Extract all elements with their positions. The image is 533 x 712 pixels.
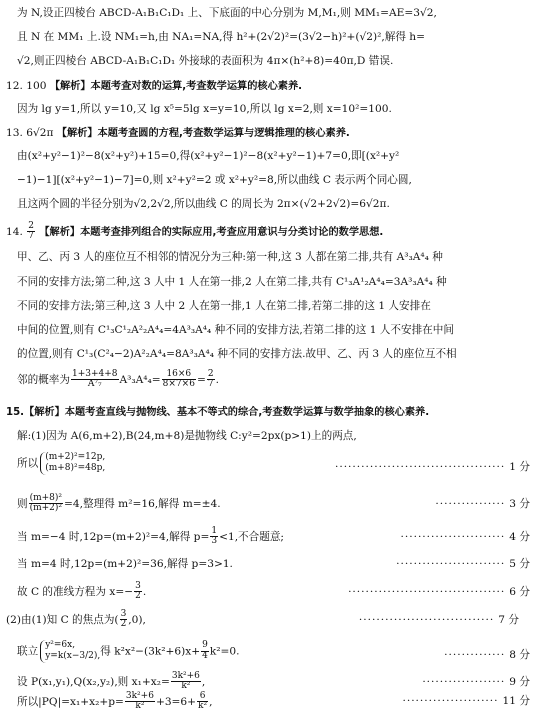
sum-line: 设 P(x₁,y₁),Q(x₂,y₂),则 x₁+x₂= $\frac{\text{3k²+6}}{\text{k²}}$ , ··················· 9 分: [17, 671, 530, 692]
text-line: 不同的安排方法;第二种,这 3 人中 1 人在第一排,2 人在第二排,共有 C¹₃A¹₂A⁴₄=3A³₃A⁴₄ 种: [17, 276, 447, 288]
score-label: 4 分: [509, 531, 530, 543]
answer-14-number: 14.: [6, 225, 23, 238]
answer-13-number: 13. 6√2π: [6, 127, 54, 139]
text-line: 中间的位置,则有 C¹₃C¹₂A²₂A⁴₄=4A³₃A⁴₄ 种不同的安排方法,若第二排的这 1 人不安排在中间: [17, 324, 454, 336]
length-line: 所以|PQ|=x₁+x₂+p= $\frac{\text{3k²+6}}{\text{k²}}$ +3=6+ $\frac{6}{\text{k²}}$ , ······················ 11 分: [17, 691, 530, 712]
score-label: 9 分: [509, 676, 530, 688]
answer-13-line: [0, 128, 533, 139]
answer-12-analysis-heading: 【解析】本题考查对数的运算,考查数学运算的核心素养.: [49, 81, 303, 92]
answer-12-line: [0, 81, 533, 92]
score-label: 3 分: [509, 498, 530, 510]
answer-12-number: 12. 100: [6, 80, 47, 92]
score-label: 8 分: [509, 649, 530, 661]
focus-line: (2)由(1)知 C 的焦点为( $\frac{3}{2}$ ,0), ······························· 7 分: [6, 609, 519, 630]
case-line: 当 m=−4 时,12p=(m+2)²=4,解得 p= $\frac{1}{3}$ <1,不合题意; ························ 4 分: [17, 526, 530, 547]
text-line: 因为 lg y=1,所以 y=10,又 lg x⁵=5lg x=y=10,所以 lg x=2,则 x=10²=100.: [17, 103, 392, 115]
answer-14-fraction: $\frac{2}{7}$: [28, 221, 34, 242]
case-line: 当 m=4 时,12p=(m+2)²=36,解得 p=3>1. ························· 5 分: [17, 558, 530, 570]
text-line: 不同的安排方法;第三种,这 3 人中 2 人在第一排,1 人在第二排,若第二排的这 1 人安排在: [17, 300, 431, 312]
ratio-line: 则 $\frac{\text{(m+8)²}}{\text{(m+2)²}}$ =4,整理得 m²=16,解得 m=±4. ················ 3 分: [17, 493, 530, 514]
text-line: 的位置,则有 C¹₃(C²₄−2)A²₂A⁴₄=8A³₃A⁴₄ 种不同的安排方法.故甲、乙、丙 3 人的座位互不相: [17, 348, 457, 360]
directrix-line: 故 C 的准线方程为 x=− $\frac{3}{2}$ . ···································· 6 分: [17, 581, 530, 602]
score-label: 7 分: [498, 614, 519, 626]
system-equation-line: 所以 (m+2)²=12p, (m+8)²=48p, ······································· 1 分: [17, 452, 530, 474]
text-line: 由(x²+y²−1)²−8(x²+y²)+15=0,得(x²+y²−1)²−8(x²+y²−1)+7=0,即[(x²+y²: [17, 150, 400, 162]
text-line: −1)−1][(x²+y²−1)−7]=0,则 x²+y²=2 或 x²+y²=8,所以曲线 C 表示两个同心圆,: [17, 174, 412, 186]
score-label: 5 分: [509, 558, 530, 570]
score-label: 6 分: [509, 586, 530, 598]
text-line: 解:(1)因为 A(6,m+2),B(24,m+8)是抛物线 C:y²=2px(p>1)上的两点,: [17, 430, 357, 442]
text-line: 且 N 在 MM₁ 上.设 NM₁=h,由 NA₁=NA,得 h²+(2√2)²=(3√2−h)²+(√2)²,解得 h=: [17, 31, 425, 43]
text-line: 且这两个圆的半径分别为√2,2√2,所以曲线 C 的周长为 2π×(√2+2√2)=6√2π.: [17, 198, 390, 210]
text-line: 为 N,设正四棱台 ABCD-A₁B₁C₁D₁ 上、下底面的中心分别为 M,M₁,则 MM₁=AE=3√2,: [17, 7, 437, 19]
answer-13-analysis-heading: 【解析】本题考查圆的方程,考查数学运算与逻辑推理的核心素养.: [56, 128, 350, 139]
answer-14-line: [0, 222, 533, 242]
answer-15-heading: 15.【解析】本题考查直线与抛物线、基本不等式的综合,考查数学运算与数学抽象的核心素养.: [6, 407, 430, 418]
score-label: 1 分: [509, 461, 530, 473]
probability-line: 邻的概率为 $\frac{1+3+4+8}{\text{A⁷₇}}$ A³₃A⁴₄= $\frac{16\times 6}{8\times 7\times 6}$ = $\frac{2}{7}$ .: [17, 369, 219, 390]
joint-equation-line: 联立 y²=6x, y=k(x−3/2), 得 k²x²−(3k²+6)x+ $\frac{9}{4}$ k²=0. ·············· 8 分: [17, 640, 530, 662]
score-label: 11 分: [502, 695, 530, 707]
answer-14-analysis-heading: 【解析】本题考查排列组合的实际应用,考查应用意识与分类讨论的数学思想.: [39, 226, 384, 238]
text-line: √2,则正四棱台 ABCD-A₁B₁C₁D₁ 外接球的表面积为 4π×(h²+8)=40π,D 错误.: [17, 55, 394, 67]
text-line: 甲、乙、丙 3 人的座位互不相邻的情况分为三种:第一种,这 3 人都在第二排,共有 A³₃A⁴₄ 种: [17, 251, 443, 263]
